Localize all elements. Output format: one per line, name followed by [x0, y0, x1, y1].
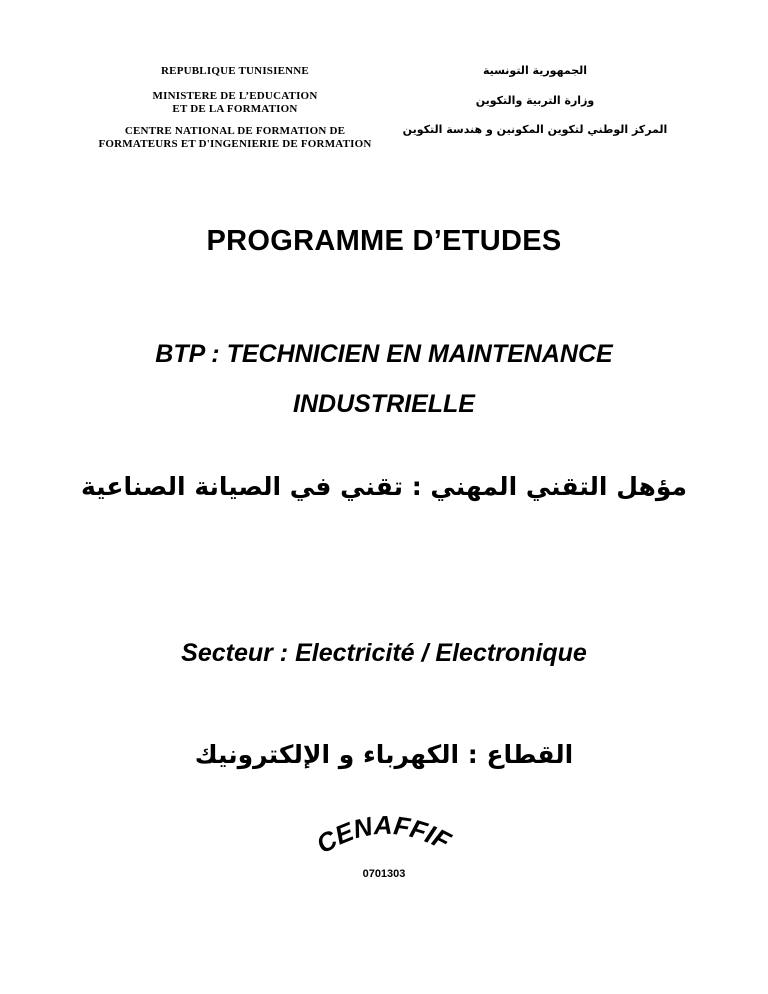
btp-title-line1: BTP : TECHNICIEN EN MAINTENANCE	[155, 340, 613, 368]
btp-title-line2: INDUSTRIELLE	[293, 390, 475, 418]
header-ar-ministere: وزارة التربية والتكوين	[475, 94, 595, 107]
cenaffif-logo-icon	[298, 812, 468, 872]
logo-text-path: CENAFFIF	[311, 812, 456, 860]
header-fr-centre-line2: FORMATEURS ET D'INGENIERIE DE FORMATION	[98, 138, 372, 150]
document-code: 0701303	[362, 868, 406, 880]
header-fr-centre	[80, 125, 390, 151]
secteur-ar: القطاع : الكهرباء و الإلكترونيك	[194, 740, 574, 769]
header-fr-republique: REPUBLIQUE TUNISIENNE	[161, 65, 309, 77]
header-fr-centre-line1: CENTRE NATIONAL DE FORMATION DE	[124, 125, 346, 137]
document-title: PROGRAMME D’ETUDES	[206, 225, 562, 257]
qualification-ar: مؤهل التقني المهني : تقني في الصيانة الصناعية	[81, 472, 687, 501]
header-ar-centre: المركز الوطني لتكوين المكونين و هندسة التكوين	[402, 123, 668, 136]
logo-text	[311, 812, 456, 859]
header-fr-ministere-line1: MINISTERE DE L’EDUCATION	[152, 90, 318, 102]
cenaffif-logo-svg	[298, 812, 468, 872]
header-fr-ministere-line2: ET DE LA FORMATION	[172, 103, 298, 115]
header-fr-ministere	[95, 90, 375, 116]
header-ar-republique: الجمهورية التونسية	[482, 64, 588, 77]
secteur-label: Secteur : Electricité / Electronique	[181, 639, 587, 667]
